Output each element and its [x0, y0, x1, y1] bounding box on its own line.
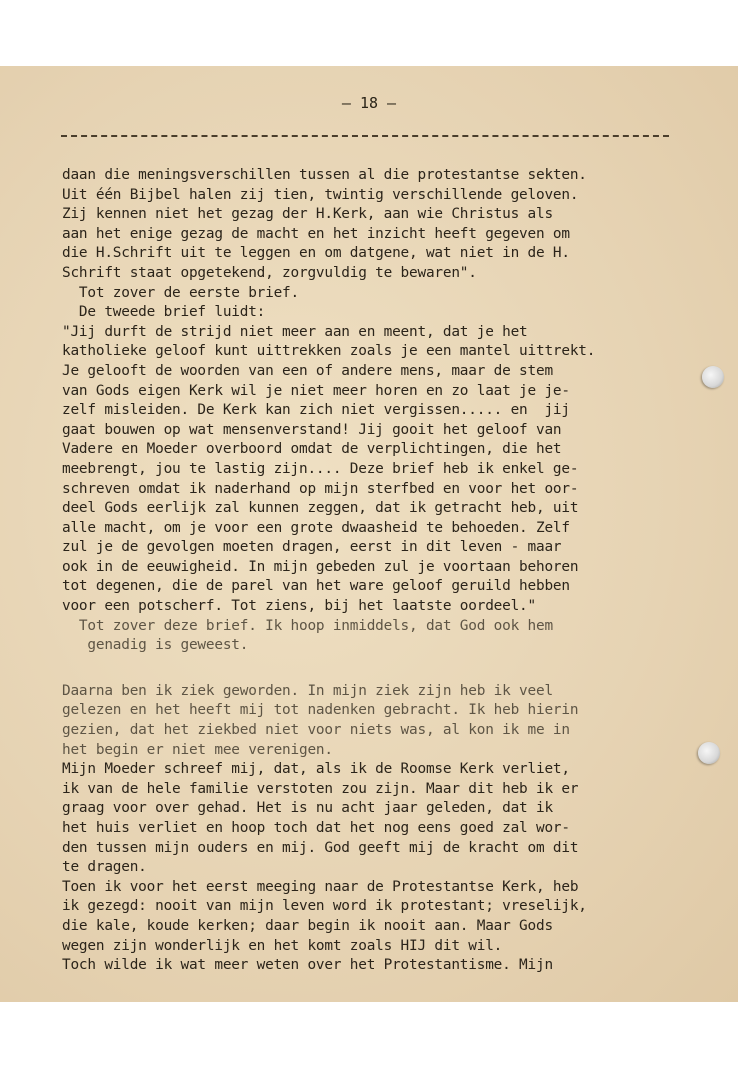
text-line: Tot zover deze brief. Ik hoop inmiddels, dat God ook hem — [62, 617, 553, 634]
text-line: Daarna ben ik ziek geworden. In mijn ziek zijn heb ik veel — [62, 682, 553, 699]
text-line: ik van de hele familie verstoten zou zijn. Maar dit heb ik er — [62, 780, 579, 797]
text-line: ik gezegd: nooit van mijn leven word ik protestant; vreselijk, — [62, 898, 587, 915]
text-line: Mijn Moeder schreef mij, dat, als ik de Roomse Kerk verliet, — [62, 761, 570, 778]
document-page — [0, 66, 738, 1002]
text-line: die kale, koude kerken; daar begin ik nooit aan. Maar Gods — [62, 917, 553, 934]
text-line: aan het enige gezag de macht en het inzicht heeft gegeven om — [62, 225, 570, 242]
text-line: te dragen. — [62, 859, 147, 876]
text-line: alle macht, om je voor een grote dwaasheid te behoeden. Zelf — [62, 519, 570, 536]
text-line: den tussen mijn ouders en mij. God geeft mij de kracht om dit — [62, 839, 579, 856]
text-line: meebrengt, jou te lastig zijn.... Deze brief heb ik enkel ge- — [62, 460, 579, 477]
text-line: gelezen en het heeft mij tot nadenken gebracht. Ik heb hierin — [62, 702, 579, 719]
text-line: katholieke geloof kunt uittrekken zoals je een mantel uittrekt. — [62, 343, 596, 360]
text-line: Toch wilde ik wat meer weten over het Protestantisme. Mijn — [62, 957, 553, 974]
text-line: gezien, dat het ziekbed niet voor niets was, al kon ik me in — [62, 722, 570, 739]
text-line: zelf misleiden. De Kerk kan zich niet vergissen..... en jij — [62, 402, 570, 419]
punch-hole — [702, 366, 724, 388]
text-line: zul je de gevolgen moeten dragen, eerst in dit leven - maar — [62, 539, 562, 556]
text-line: "Jij durft de strijd niet meer aan en meent, dat je het — [62, 323, 528, 340]
text-line: Zij kennen niet het gezag der H.Kerk, aan wie Christus als — [62, 206, 553, 223]
text-line: die H.Schrift uit te leggen en om datgene, wat niet in de H. — [62, 245, 570, 262]
text-line: voor een potscherf. Tot ziens, bij het laatste oordeel." — [62, 598, 536, 615]
text-line: Je gelooft de woorden van een of andere mens, maar de stem — [62, 362, 553, 379]
text-line: wegen zijn wonderlijk en het komt zoals HIJ dit wil. — [62, 937, 503, 954]
text-line: van Gods eigen Kerk wil je niet meer horen en zo laat je je- — [62, 382, 570, 399]
text-line: Tot zover de eerste brief. — [62, 284, 299, 301]
text-line: het huis verliet en hoop toch dat het nog eens goed zal wor- — [62, 820, 570, 836]
text-line: De tweede brief luidt: — [62, 304, 266, 321]
text-line: Toen ik voor het eerst meeging naar de Protestantse Kerk, heb — [62, 878, 579, 895]
text-line: ook in de eeuwigheid. In mijn gebeden zul je voortaan behoren — [62, 558, 579, 575]
text-line: het begin er niet mee verenigen. — [62, 741, 333, 758]
header-divider — [61, 135, 669, 137]
text-line: deel Gods eerlijk zal kunnen zeggen, dat ik getracht heb, uit — [62, 500, 579, 517]
text-line: daan die meningsverschillen tussen al die protestantse sekten. — [62, 167, 587, 183]
text-line: Vadere en Moeder overboord omdat de verplichtingen, die het — [62, 441, 562, 458]
punch-hole — [698, 742, 720, 764]
body-text — [62, 166, 712, 976]
text-line: graag voor over gehad. Het is nu acht jaar geleden, dat ik — [62, 800, 553, 817]
text-line: Schrift staat opgetekend, zorgvuldig te bewaren". — [62, 264, 477, 281]
paragraph-gap — [62, 656, 712, 682]
text-line: gaat bouwen op wat mensenverstand! Jij gooit het geloof van — [62, 421, 562, 438]
page-number: – 18 – — [341, 94, 397, 112]
text-line: tot degenen, die de parel van het ware geloof geruild hebben — [62, 578, 570, 595]
text-line: schreven omdat ik naderhand op mijn sterfbed en voor het oor- — [62, 480, 579, 497]
text-line: genadig is geweest. — [62, 637, 249, 654]
text-line: Uit één Bijbel halen zij tien, twintig verschillende geloven. — [62, 186, 579, 203]
